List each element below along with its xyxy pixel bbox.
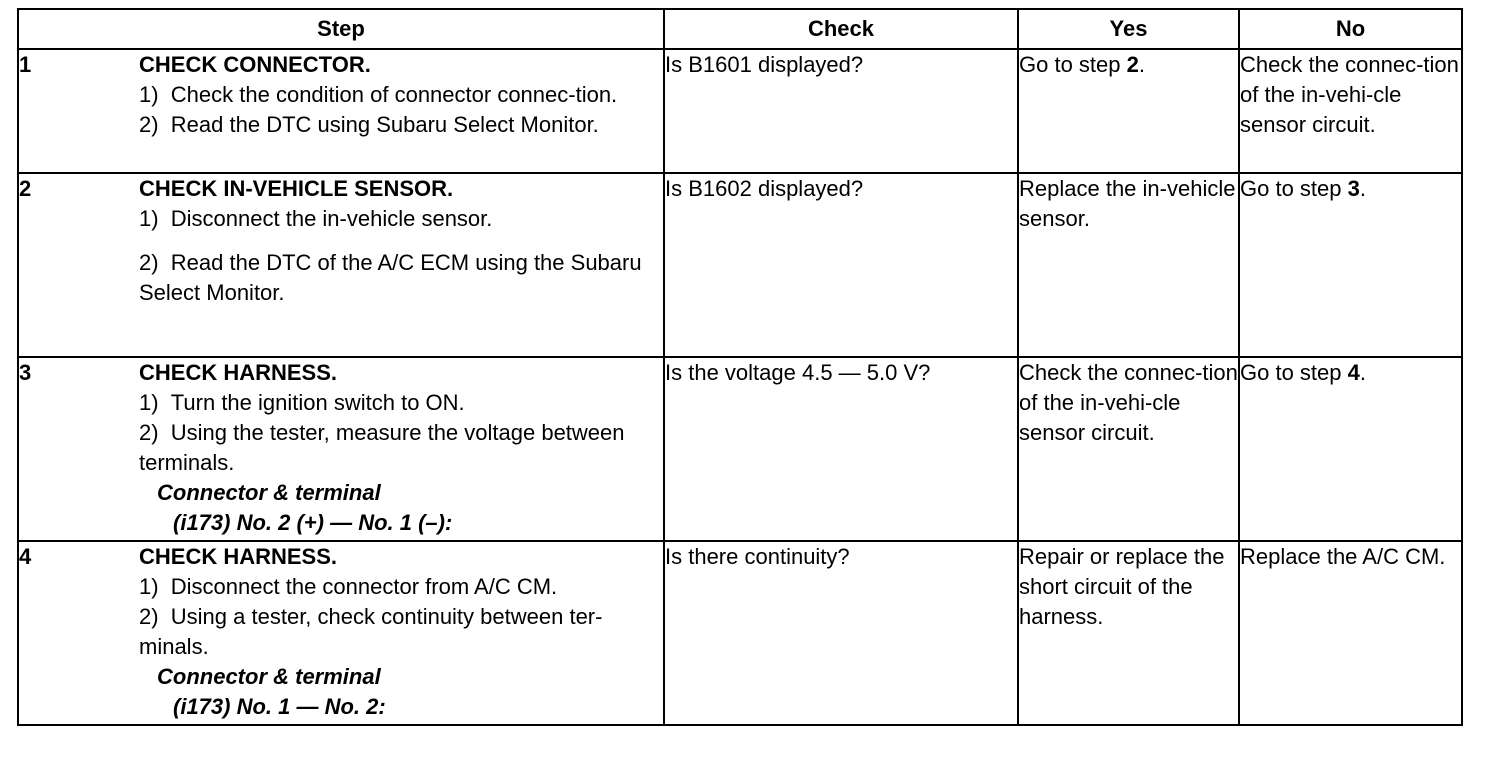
header-check: Check: [664, 9, 1018, 49]
step-title: CHECK CONNECTOR.: [139, 52, 371, 77]
step-instruction: 2) Using the tester, measure the voltage between terminals.: [139, 420, 625, 475]
header-yes: Yes: [1018, 9, 1239, 49]
header-no: No: [1239, 9, 1462, 49]
step-reference: 2: [1126, 52, 1139, 77]
step-instruction: 1) Disconnect the in-vehicle sensor.: [139, 206, 493, 231]
step-title: CHECK HARNESS.: [139, 544, 338, 569]
step-instruction: 1) Disconnect the connector from A/C CM.: [139, 574, 558, 599]
connector-label: Connector & terminal: [157, 480, 381, 505]
connector-terminal-spec: (i173) No. 1 — No. 2:: [173, 694, 386, 719]
no-cell: [1239, 357, 1462, 541]
yes-cell: Replace the in-vehicle sensor.: [1018, 173, 1239, 357]
no-cell: Replace the A/C CM.: [1239, 541, 1462, 725]
diagnostic-procedure-table: [17, 8, 1463, 726]
no-cell: [1239, 173, 1462, 357]
no-text: Go to step: [1240, 360, 1348, 385]
yes-text: Go to step: [1019, 52, 1127, 77]
check-cell: Is there continuity?: [664, 541, 1018, 725]
step-reference: 4: [1347, 360, 1360, 385]
step-instruction: 2) Read the DTC of the A/C ECM using the Subaru Select Monitor.: [139, 250, 642, 305]
connector-terminal-spec: (i173) No. 2 (+) — No. 1 (–):: [173, 510, 453, 535]
header-step: Step: [18, 9, 664, 49]
step-title: CHECK HARNESS.: [139, 360, 338, 385]
yes-cell: Repair or replace the short circuit of the harness.: [1018, 541, 1239, 725]
step-number: 1: [19, 52, 32, 77]
step-number: 2: [19, 176, 32, 201]
table-row: [18, 173, 1462, 357]
step-number: 4: [19, 544, 32, 569]
yes-cell: [1018, 49, 1239, 173]
header-row: [18, 9, 1462, 49]
yes-cell: Check the connec-tion of the in-vehi-cle sensor circuit.: [1018, 357, 1239, 541]
step-cell: [18, 173, 664, 357]
step-instruction: 2) Read the DTC using Subaru Select Monitor.: [139, 112, 599, 137]
step-cell: [18, 357, 664, 541]
step-number: 3: [19, 360, 32, 385]
step-title: CHECK IN-VEHICLE SENSOR.: [139, 176, 454, 201]
step-reference: 3: [1347, 176, 1360, 201]
check-cell: Is the voltage 4.5 — 5.0 V?: [664, 357, 1018, 541]
step-cell: [18, 541, 664, 725]
step-instruction: 2) Using a tester, check continuity between ter-minals.: [139, 604, 603, 659]
step-instruction: 1) Turn the ignition switch to ON.: [139, 390, 465, 415]
check-cell: Is B1602 displayed?: [664, 173, 1018, 357]
no-text-end: .: [1359, 176, 1366, 201]
no-cell: Check the connec-tion of the in-vehi-cle sensor circuit.: [1239, 49, 1462, 173]
yes-text-end: .: [1138, 52, 1145, 77]
no-text-end: .: [1359, 360, 1366, 385]
table-row: [18, 49, 1462, 173]
check-cell: Is B1601 displayed?: [664, 49, 1018, 173]
step-instruction: 1) Check the condition of connector connec-tion.: [139, 82, 618, 107]
table-row: [18, 541, 1462, 725]
connector-label: Connector & terminal: [157, 664, 381, 689]
table-row: [18, 357, 1462, 541]
no-text: Go to step: [1240, 176, 1348, 201]
step-cell: [18, 49, 664, 173]
